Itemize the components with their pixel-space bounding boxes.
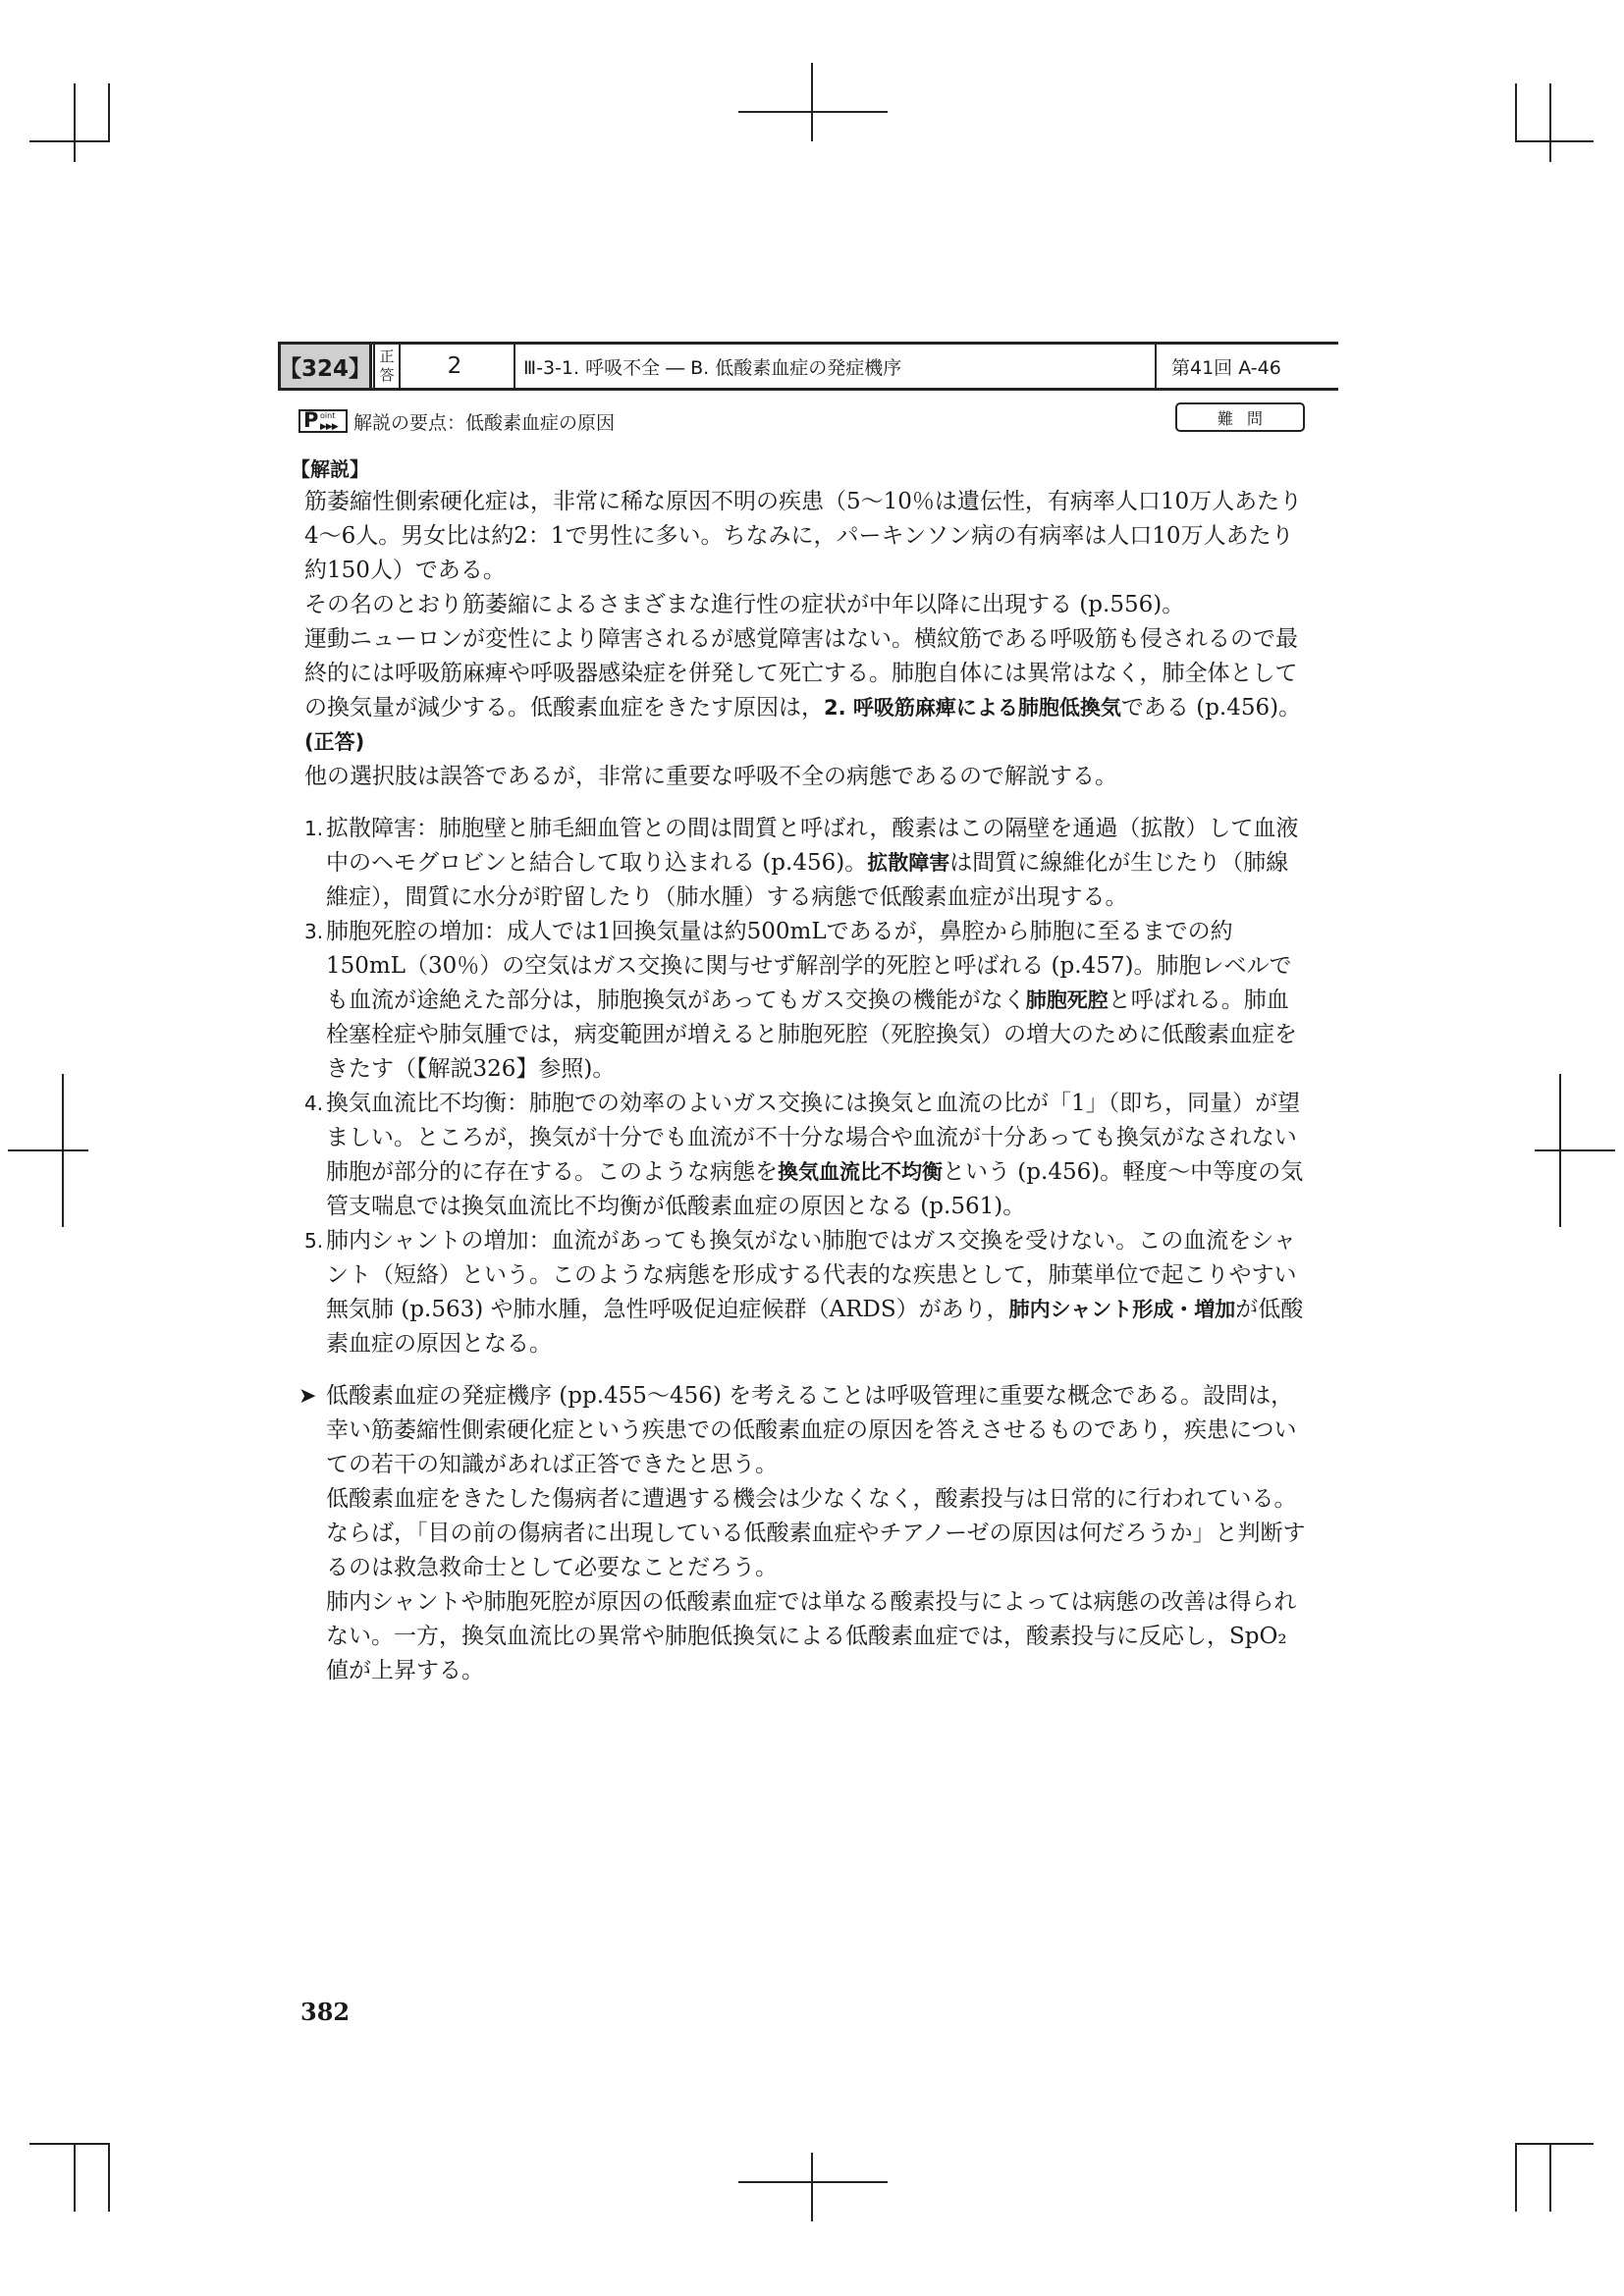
explanation-body bbox=[298, 485, 1308, 1688]
header-bottom-rule bbox=[278, 388, 1338, 391]
header-divider bbox=[514, 345, 515, 388]
list-item: 5. 肺内シャントの増加：血流があっても換気がない肺胞ではガス交換を受けない。この血流をシャント（短絡）という。このような病態を形成する代表的な疾患として，肺葉単位で起こりやすい無気肺 (p.563) や肺水腫，急性呼吸促迫症候群（ARDS）があり，肺内シャント形成・増加が低酸素血症の原因となる。 bbox=[304, 1224, 1308, 1362]
answer-label bbox=[376, 345, 398, 388]
note-paragraph: 低酸素血症をきたした傷病者に遭遇する機会は少なくなく，酸素投与は日常的に行われている。ならば，「目の前の傷病者に出現している低酸素血症やチアノーゼの原因は何だろうか」と判断するのは救急救命士として必要なことだろう。 bbox=[326, 1486, 1306, 1580]
key-term: 肺内シャント形成・増加 bbox=[1008, 1298, 1236, 1321]
list-item: 4. 換気血流比不均衡：肺胞での効率のよいガス交換には換気と血流の比が「1」（即ち，同量）が望ましい。ところが，換気が十分でも血流が不十分な場合や血流が十分あっても換気がなされない肺胞が部分的に存在する。このような病態を換気血流比不均衡という (p.456)。軽度〜中等度の気管支喘息では換気血流比不均衡が低酸素血症の原因となる (p.561)。 bbox=[304, 1087, 1308, 1224]
list-item-number: 5. bbox=[304, 1229, 324, 1253]
question-number: 【324】 bbox=[278, 345, 372, 388]
answer-highlight: 2. 呼吸筋麻痺による肺胞低換気 bbox=[824, 696, 1121, 720]
question-category: Ⅲ-3-1. 呼吸不全 ― B. 低酸素血症の発症機序 bbox=[523, 356, 902, 379]
arrow-icon: ➤ bbox=[298, 1384, 317, 1409]
key-term: 拡散障害 bbox=[867, 851, 950, 875]
note-paragraph: 低酸素血症の発症機序 (pp.455〜456) を考えることは呼吸管理に重要な概念である。設問は，幸い筋萎縮性側索硬化症という疾患での低酸素血症の原因を答えさせるものであり，疾患についての若干の知識があれば正答できたと思う。 bbox=[326, 1383, 1297, 1477]
answer-label-1: 正 bbox=[379, 347, 395, 365]
note-paragraph: 肺内シャントや肺胞死腔が原因の低酸素血症では単なる酸素投与によっては病態の改善は得られない。一方，換気血流比の異常や肺胞低換気による低酸素血症では，酸素投与に反応し，SpO₂ 値が上昇する。 bbox=[326, 1589, 1297, 1683]
intro-paragraph: 運動ニューロンが変性により障害されるが感覚障害はない。横紋筋である呼吸筋も侵されるので最終的には呼吸筋麻痺や呼吸器感染症を併発して死亡する。肺胞自体には異常はなく，肺全体としての換気量が減少する。低酸素血症をきたす原因は，2. 呼吸筋麻痺による肺胞低換気である (p.456)。(正答) bbox=[304, 626, 1302, 754]
list-item-number: 3. bbox=[304, 920, 324, 943]
correct-answer: 2 bbox=[447, 353, 462, 379]
difficulty-badge: 難問 bbox=[1175, 402, 1305, 432]
key-term: 換気血流比不均衡 bbox=[778, 1160, 943, 1184]
section-title: 【解説】 bbox=[291, 457, 369, 481]
answer-label-2: 答 bbox=[379, 366, 395, 384]
list-item: 3. 肺胞死腔の増加：成人では1回換気量は約500mLであるが，鼻腔から肺胞に至るまでの約150mL（30％）の空気はガス交換に関与せず解剖学的死腔と呼ばれる (p.457)。肺胞レベルでも血流が途絶えた部分は，肺胞換気があってもガス交換の機能がなく肺胞死腔と呼ばれる。肺血栓塞栓症や肺気腫では，病変範囲が増えると肺胞死腔（死腔換気）の増大のために低酸素血症をきたす（【解説326】参照)。 bbox=[304, 915, 1308, 1087]
intro-paragraph: 他の選択肢は誤答であるが，非常に重要な呼吸不全の病態であるので解説する。 bbox=[304, 764, 1117, 789]
intro-paragraph: 筋萎縮性側索硬化症は，非常に稀な原因不明の疾患（5〜10％は遺伝性，有病率人口10万人あたり4〜6人。男女比は約2：1で男性に多い。ちなみに，パーキンソン病の有病率は人口10万人あたり約150人）である。 bbox=[304, 489, 1303, 583]
exam-reference: 第41回 A-46 bbox=[1171, 356, 1281, 379]
list-item: 1. 拡散障害：肺胞壁と肺毛細血管との間は間質と呼ばれ，酸素はこの隔壁を通過（拡散）して血液中のヘモグロビンと結合して取り込まれる (p.456)。拡散障害は間質に線維化が生じたり（肺線維症），間質に水分が貯留したり（肺水腫）する病態で低酸素血症が出現する。 bbox=[304, 812, 1308, 915]
page-number: 382 bbox=[300, 1998, 351, 2026]
list-item-number: 1. bbox=[304, 817, 324, 840]
point-row bbox=[298, 406, 615, 436]
question-header bbox=[278, 342, 1338, 391]
list-item-number: 4. bbox=[304, 1092, 324, 1115]
point-text: 解説の要点：低酸素血症の原因 bbox=[353, 411, 616, 434]
correct-answer-mark: (正答) bbox=[304, 730, 365, 754]
point-icon: P oint ▶▶▶ bbox=[298, 409, 348, 433]
supplementary-note bbox=[298, 1379, 1308, 1688]
header-divider bbox=[1155, 345, 1157, 388]
header-divider bbox=[373, 345, 375, 388]
key-term: 肺胞死腔 bbox=[1025, 988, 1109, 1012]
intro-paragraph: その名のとおり筋萎縮によるさまざまな進行性の症状が中年以降に出現する (p.556)。 bbox=[304, 592, 1185, 617]
